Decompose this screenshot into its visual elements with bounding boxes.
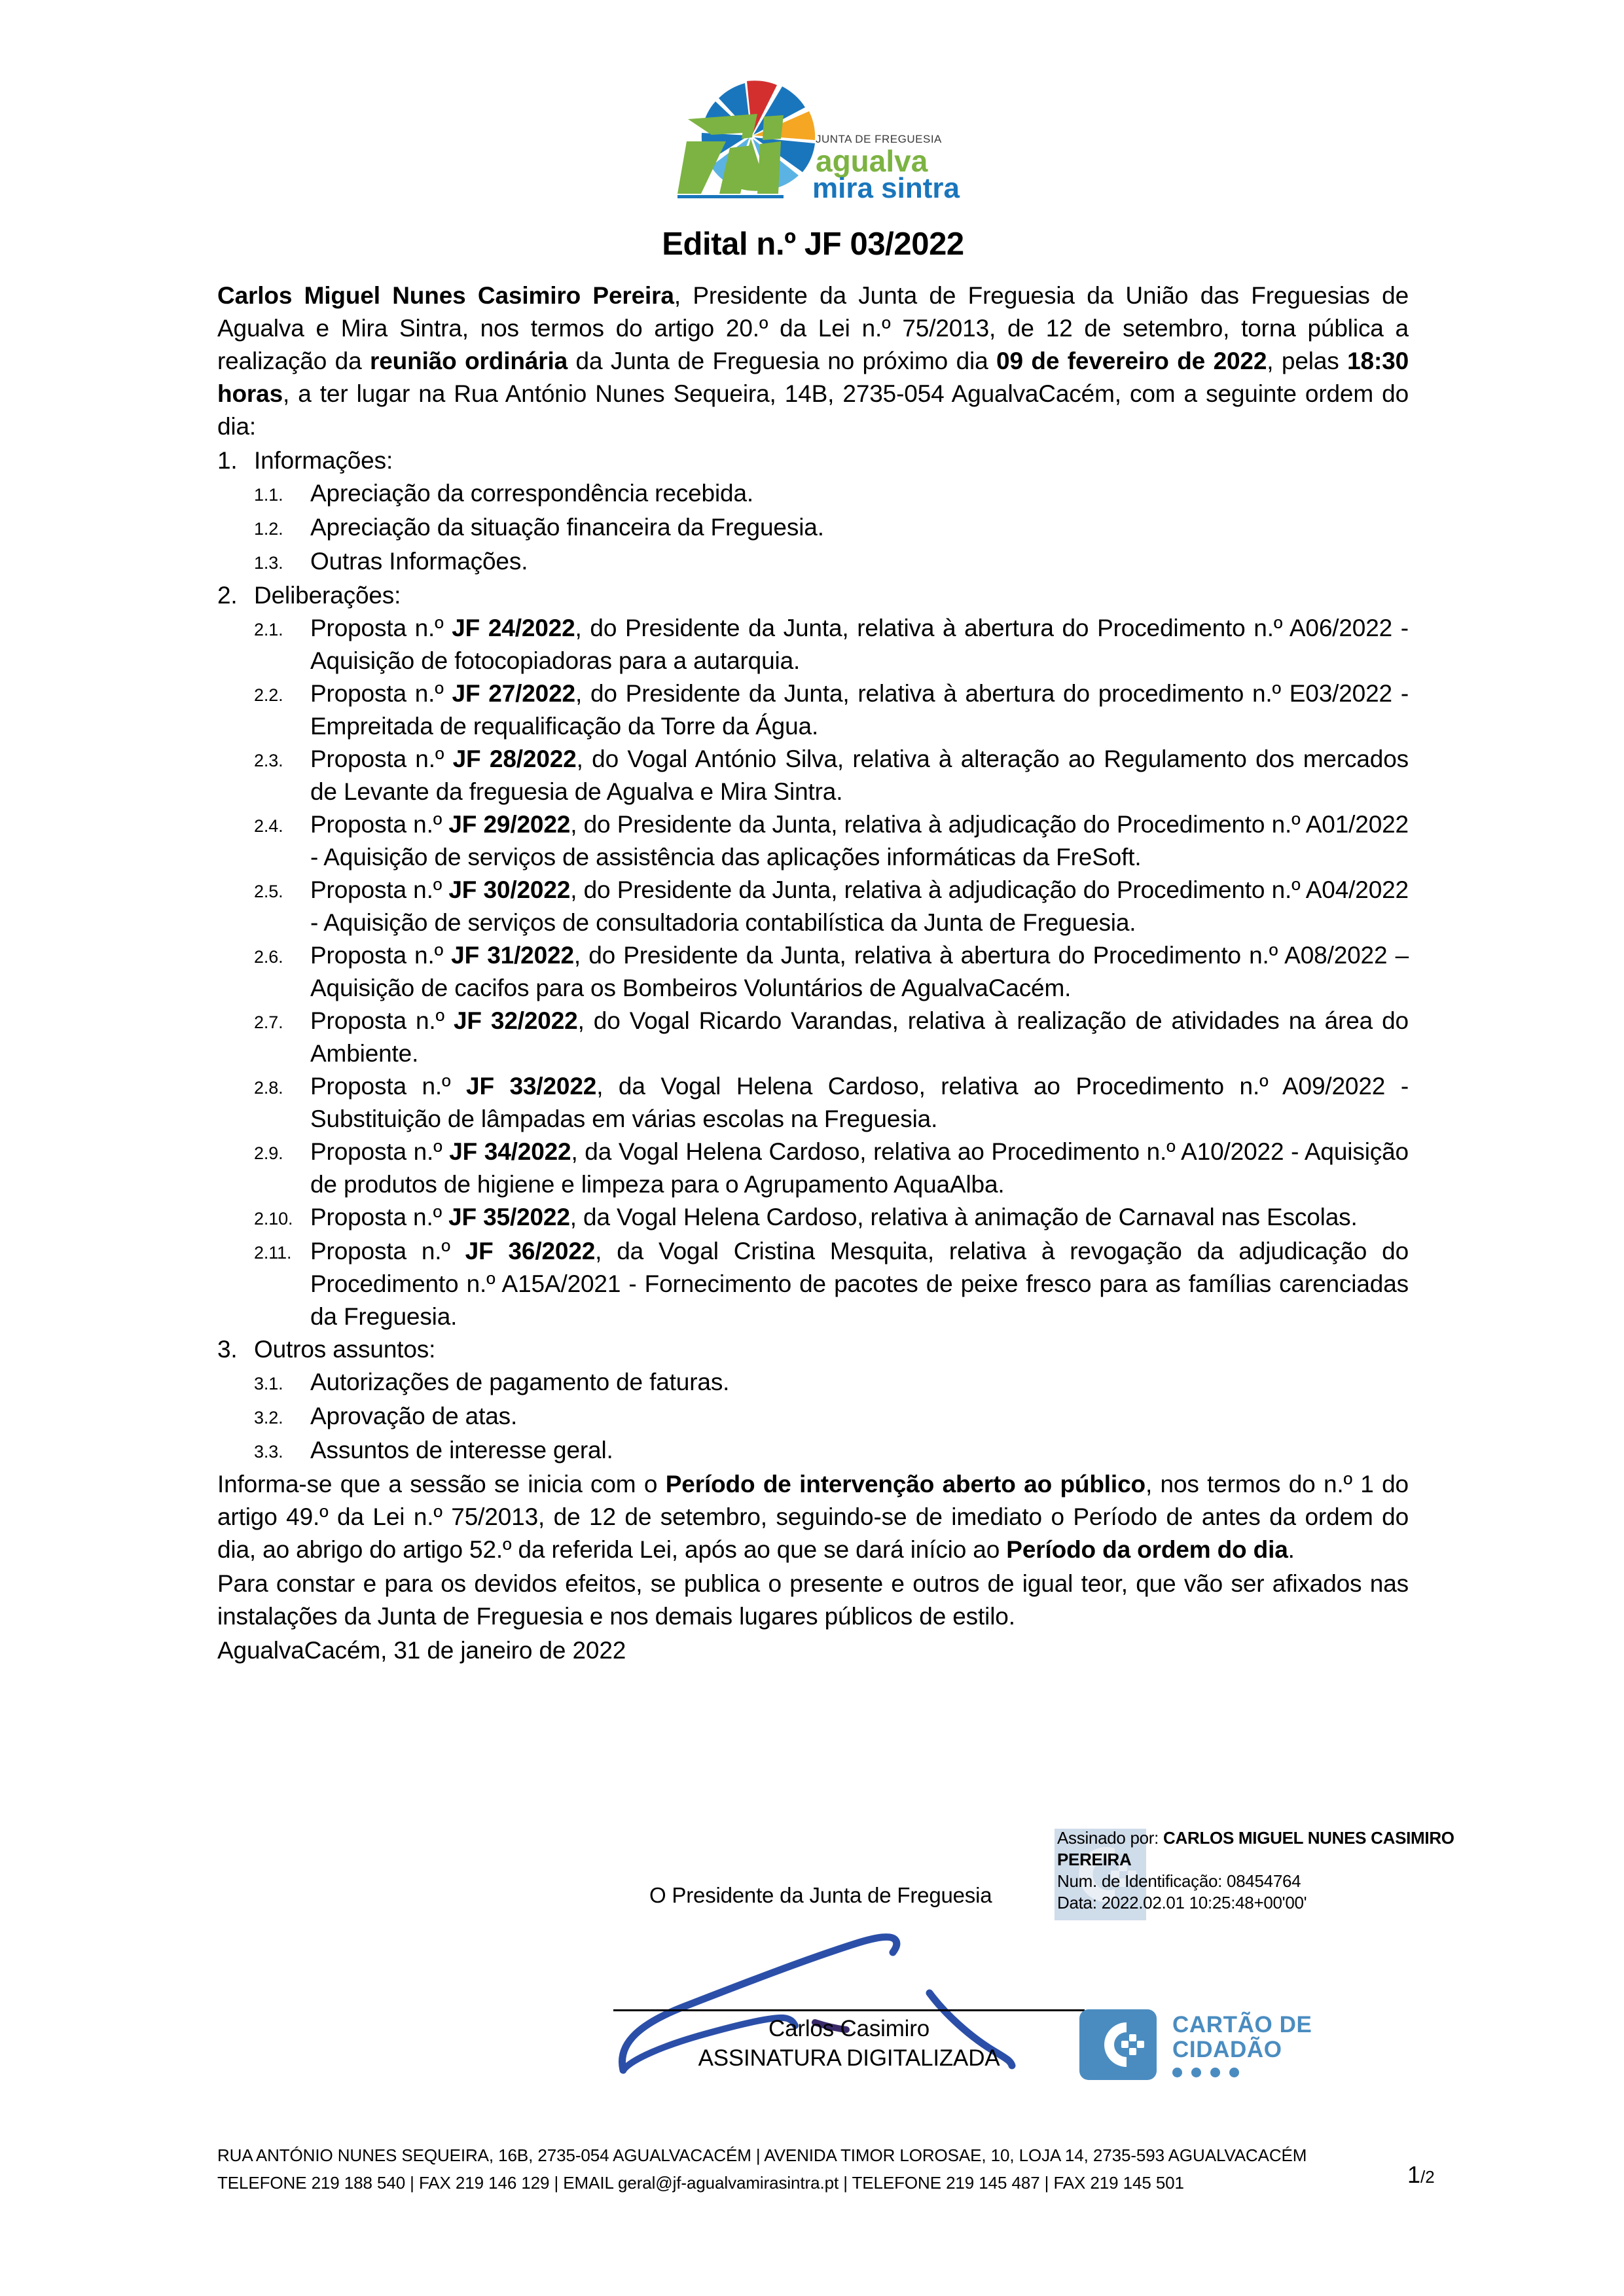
cartao-de-cidadao-label: CARTÃO DE CIDADÃO [1172,2011,1312,2062]
item-text [310,874,1409,939]
proposal-ref: JF 27/2022 [452,680,575,707]
footer-contact-line: TELEFONE 219 188 540 | FAX 219 146 129 | EMAIL geral@jf-agualvamirasintra.pt | TELEFONE 219 145 487 | FAX 219 145 501 [217,2173,1184,2193]
list-item [217,1366,1409,1400]
stamp-date-label: Data: [1057,1893,1097,1912]
proposal-prefix: Proposta n.º [310,876,449,903]
logo-name-agualva: agualva [815,144,928,178]
item-number: 3.3. [254,1442,283,1462]
item-text [310,1201,1409,1235]
stamp-id-value: 08454764 [1227,1871,1301,1891]
proposal-prefix: Proposta n.º [310,1138,450,1165]
stamp-id-line [1057,1871,1502,1892]
president-name: Carlos Miguel Nunes Casimiro Pereira [217,282,674,309]
item-number: 1.3. [254,553,283,573]
item-number: 2.3. [254,751,283,770]
item-number: 3.2. [254,1408,283,1427]
list-item [217,1005,1409,1070]
item-number: 2.7. [254,1013,283,1032]
page-number [1407,2161,1435,2189]
item-number: 2.11. [254,1243,292,1263]
proposal-ref: JF 34/2022 [449,1138,571,1165]
item-text [310,612,1409,677]
intro-bold-date: 09 de fevereiro de 2022 [996,348,1267,374]
stamp-id-label: Num. de Identificação: [1057,1871,1223,1891]
item-text: Assuntos de interesse geral. [310,1437,613,1463]
proposal-desc: , do Presidente da Junta, relativa à adjudicação do Procedimento n.º A01/2022 - Aquisição de serviços de assistência das aplicações informáticas da FreSoft. [310,811,1409,870]
proposal-desc: , do Vogal António Silva, relativa à alteração ao Regulamento dos mercados de Levante da freguesia de Agualva e Mira Sintra. [310,745,1409,805]
page-footer [217,2142,1409,2197]
proposal-desc: , do Presidente da Junta, relativa à abertura do Procedimento n.º A08/2022 – Aquisição de cacifos para os Bombeiros Voluntários de AgualvaCacém. [310,942,1409,1001]
proposal-ref: JF 24/2022 [452,615,575,641]
proposal-prefix: Proposta n.º [310,811,449,838]
item-text [310,743,1409,808]
list-item [217,1201,1409,1235]
list-item [217,743,1409,808]
proposal-desc: , do Presidente da Junta, relativa à adjudicação do Procedimento n.º A04/2022 - Aquisição de serviços de consultadoria contabilística da Junta de Freguesia. [310,876,1409,936]
closing-bold-intervencao: Período de intervenção aberto ao público [665,1471,1146,1498]
proposal-desc: , do Vogal Ricardo Varandas, relativa à realização de atividades na área do Ambiente. [310,1007,1409,1067]
list-item [217,545,1409,579]
cartao-de-cidadao-dots-icon [1172,2068,1409,2077]
section-title: Outros assuntos: [254,1336,436,1363]
item-number: 1.1. [254,485,283,505]
closing-text-b: , nos termos do n.º 1 do artigo 49.º da Lei n.º 75/2013, de 12 de setembro, seguindo-se de imediato o Período de antes da ordem do dia, ao abrigo do artigo 52.º da referida Lei, após ao que se dará início ao [217,1471,1409,1563]
stamp-date-value: 2022.02.01 10:25:48+00'00' [1101,1893,1307,1912]
proposal-desc: , da Vogal Cristina Mesquita, relativa à revogação da adjudicação do Procedimento n.º A15A/2021 - Fornecimento de pacotes de peixe fresco para as famílias carenciadas da Freguesia. [310,1238,1409,1330]
item-text [310,1070,1409,1136]
place-and-date: AgualvaCacém, 31 de janeiro de 2022 [217,1637,626,1664]
item-text: Autorizações de pagamento de faturas. [310,1369,730,1395]
page-title: Edital n.º JF 03/2022 [662,226,964,262]
proposal-desc: , da Vogal Helena Cardoso, relativa ao Procedimento n.º A10/2022 - Aquisição de produtos de higiene e limpeza para o Agrupamento AquaAlba. [310,1138,1409,1198]
stamp-signed-by-line [1057,1827,1502,1849]
closing-text-a: Informa-se que a sessão se inicia com o [217,1471,666,1498]
proposal-ref: JF 33/2022 [466,1073,597,1100]
cartao-de-cidadao-logo [1079,2009,1409,2080]
item-text: Apreciação da situação financeira da Freguesia. [310,514,824,541]
intro-bold-time: 18:30 horas [217,348,1409,407]
item-text [310,677,1409,743]
section-number: 1. [217,447,238,474]
list-item [217,1136,1409,1201]
item-number: 2.2. [254,685,283,705]
intro-paragraph [217,279,1409,443]
stamp-signer-name-1: CARLOS MIGUEL NUNES CASIMIRO [1163,1828,1454,1848]
item-number: 2.10. [254,1209,293,1229]
cartao-de-cidadao-mark-icon [1079,2009,1157,2080]
stamp-signed-by-label: Assinado por: [1057,1828,1159,1848]
intro-text-1: , Presidente da Junta de Freguesia da União das Freguesias de Agualva e Mira Sintra, nos termos do artigo 20.º da Lei n.º 75/2013, de 12 de setembro, torna pública a realização da [217,282,1409,374]
list-item [217,939,1409,1005]
proposal-ref: JF 32/2022 [453,1007,578,1034]
page-number-total: 2 [1425,2167,1435,2187]
item-text [310,939,1409,1005]
proposal-prefix: Proposta n.º [310,942,452,969]
section-number: 3. [217,1336,238,1363]
intro-text-2: da Junta de Freguesia no próximo dia [568,348,997,374]
proposal-ref: JF 31/2022 [451,942,574,969]
signature-note-text: ASSINATURA DIGITALIZADA [698,2045,1000,2071]
page-number-separator: / [1420,2167,1426,2187]
item-text [310,1136,1409,1201]
footer-address-line: RUA ANTÓNIO NUNES SEQUEIRA, 16B, 2735-054 AGUALVACACÉM | AVENIDA TIMOR LOROSAE, 10, LOJA 14, 2735-593 AGUALVACACÉM [217,2145,1307,2165]
list-item [217,874,1409,939]
signature-line [613,2009,1085,2011]
logo-name-mira-sintra: mira sintra [812,172,960,204]
closing-paragraph-2: Para constar e para os devidos efeitos, se publica o presente e outros de igual teor, que vão ser afixados nas instalações da Junta de Freguesia e nos demais lugares públicos de estilo. [217,1570,1409,1630]
intro-text-4: , a ter lugar na Rua António Nunes Sequeira, 14B, 2735-054 AgualvaCacém, com a seguinte ordem do dia: [217,380,1409,440]
item-number: 2.5. [254,882,283,901]
proposal-desc: , da Vogal Helena Cardoso, relativa à animação de Carnaval nas Escolas. [569,1204,1358,1230]
list-item [217,1434,1409,1468]
closing-bold-ordem: Período da ordem do dia [1006,1536,1288,1563]
item-number: 2.9. [254,1143,283,1163]
proposal-ref: JF 36/2022 [465,1238,596,1265]
proposal-prefix: Proposta n.º [310,1204,449,1230]
list-item [217,477,1409,511]
item-text [310,808,1409,874]
page-number-current: 1 [1407,2161,1421,2188]
item-number: 2.8. [254,1078,283,1098]
list-item [217,1070,1409,1136]
section-heading-3 [217,1333,1409,1366]
digital-signature-stamp [1057,1827,1502,1914]
item-text [310,1005,1409,1070]
signer-name-text: Carlos Casimiro [768,2016,929,2041]
organization-logo [0,59,1624,209]
list-item [217,1235,1409,1333]
proposal-ref: JF 29/2022 [448,811,571,838]
proposal-desc: , do Presidente da Junta, relativa à abertura do Procedimento n.º A06/2022 - Aquisição de fotocopiadoras para a autarquia. [310,615,1409,674]
document-body [217,226,1409,1668]
item-text: Apreciação da correspondência recebida. [310,480,754,507]
proposal-prefix: Proposta n.º [310,1073,467,1100]
section-title: Informações: [254,447,393,474]
proposal-desc: , da Vogal Helena Cardoso, relativa ao Procedimento n.º A09/2022 - Substituição de lâmpadas em várias escolas na Freguesia. [310,1073,1409,1132]
proposal-prefix: Proposta n.º [310,615,452,641]
section-heading-1 [217,444,1409,477]
proposal-prefix: Proposta n.º [310,1238,465,1265]
item-number: 2.1. [254,620,283,639]
list-item [217,511,1409,545]
intro-text-3: , pelas [1267,348,1348,374]
proposal-desc: , do Presidente da Junta, relativa à abertura do procedimento n.º E03/2022 - Empreitada de requalificação da Torre da Água. [310,680,1409,740]
item-number: 2.6. [254,947,283,967]
proposal-ref: JF 35/2022 [448,1204,570,1230]
signer-display-name [613,2014,1085,2073]
item-number: 2.4. [254,816,283,836]
signature-block [217,1828,1454,2104]
closing-paragraph-1 [217,1468,1409,1566]
agualva-mira-sintra-logo-icon [649,59,976,209]
stamp-signer-name-2: PEREIRA [1057,1850,1132,1869]
list-item [217,808,1409,874]
intro-bold-reuniao: reunião ordinária [370,348,568,374]
item-number: 1.2. [254,519,283,539]
proposal-ref: JF 28/2022 [452,745,577,772]
president-title-label: O Presidente da Junta de Freguesia [649,1883,992,1907]
proposal-ref: JF 30/2022 [448,876,571,903]
closing-text-c: . [1288,1536,1295,1563]
list-item [217,677,1409,743]
list-item [217,1400,1409,1434]
item-number: 3.1. [254,1374,283,1393]
proposal-prefix: Proposta n.º [310,745,453,772]
item-text [310,1235,1409,1333]
item-text: Aprovação de atas. [310,1403,518,1429]
proposal-prefix: Proposta n.º [310,1007,454,1034]
section-heading-2 [217,579,1409,612]
logo-tagline: JUNTA DE FREGUESIA [815,133,942,145]
stamp-date-line [1057,1892,1502,1914]
item-text: Outras Informações. [310,548,528,575]
section-number: 2. [217,582,238,609]
section-title: Deliberações: [254,582,401,609]
list-item [217,612,1409,677]
proposal-prefix: Proposta n.º [310,680,452,707]
